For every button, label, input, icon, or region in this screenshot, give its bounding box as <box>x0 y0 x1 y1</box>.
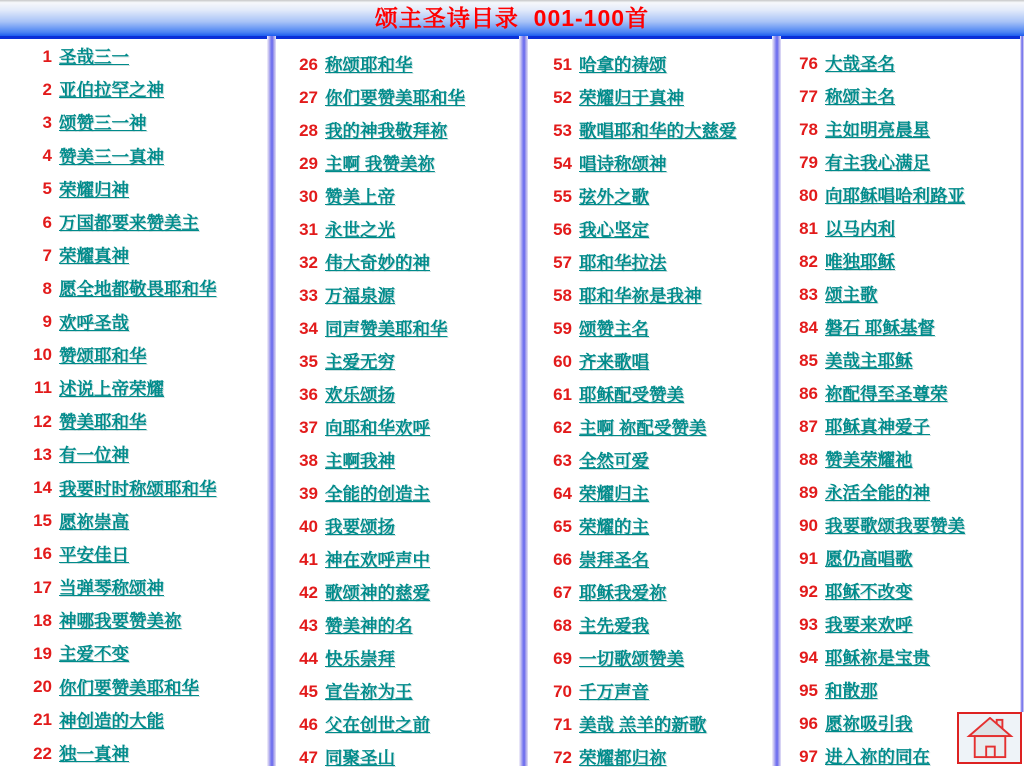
hymn-row <box>792 476 965 509</box>
hymn-number: 95 <box>799 680 818 700</box>
hymn-number: 30 <box>299 186 318 206</box>
hymn-row <box>292 411 465 444</box>
hymn-row <box>292 543 465 576</box>
hymn-link[interactable]: 和散那 <box>825 681 878 701</box>
hymn-row <box>792 674 965 707</box>
hymn-row <box>26 272 217 305</box>
hymn-number: 17 <box>33 577 52 597</box>
hymn-row <box>26 106 217 139</box>
hymn-link[interactable]: 赞美耶和华 <box>59 412 147 433</box>
hymn-link[interactable]: 齐来歌唱 <box>579 352 649 372</box>
hymn-row <box>792 278 965 311</box>
hymn-link[interactable]: 耶和华拉法 <box>579 253 667 273</box>
hymn-row <box>292 114 465 147</box>
hymn-number: 63 <box>553 450 572 470</box>
hymn-number: 34 <box>299 318 318 338</box>
hymn-number: 8 <box>42 278 52 298</box>
hymn-number: 27 <box>299 87 318 107</box>
hymn-number: 16 <box>33 544 52 564</box>
hymn-number: 81 <box>799 218 818 238</box>
hymn-link[interactable]: 赞美三一真神 <box>59 146 164 167</box>
hymn-link[interactable]: 主啊我神 <box>325 451 395 471</box>
hymn-link[interactable]: 亚伯拉罕之神 <box>59 80 164 101</box>
hymn-link[interactable]: 万福泉源 <box>325 286 395 306</box>
hymn-row <box>546 576 737 609</box>
hymn-link[interactable]: 全然可爱 <box>579 451 649 471</box>
hymn-link[interactable]: 同声赞美耶和华 <box>325 319 448 339</box>
hymn-link[interactable]: 欢乐颂扬 <box>325 385 395 405</box>
hymn-number: 55 <box>553 186 572 206</box>
hymn-link[interactable]: 独一真神 <box>59 744 129 765</box>
hymn-link[interactable]: 称颂主名 <box>825 87 895 107</box>
hymn-row <box>546 81 737 114</box>
hymn-number: 83 <box>799 284 818 304</box>
hymn-number: 38 <box>299 450 318 470</box>
hymn-link[interactable]: 永活全能的神 <box>825 483 930 503</box>
hymn-row <box>26 173 217 206</box>
hymn-link[interactable]: 父在创世之前 <box>325 715 430 735</box>
hymn-row <box>26 339 217 372</box>
hymn-link[interactable]: 耶稣祢是宝贵 <box>825 648 930 668</box>
hymn-number: 47 <box>299 747 318 767</box>
hymn-link[interactable]: 万国都要来赞美主 <box>59 213 199 234</box>
hymn-number: 18 <box>33 610 52 630</box>
hymn-number: 97 <box>799 746 818 766</box>
hymn-number: 19 <box>33 643 52 663</box>
hymn-column-2 <box>292 48 465 774</box>
hymn-number: 46 <box>299 714 318 734</box>
hymn-link[interactable]: 耶稣真神爱子 <box>825 417 930 437</box>
hymn-number: 29 <box>299 153 318 173</box>
hymn-number: 11 <box>34 378 52 398</box>
hymn-link[interactable]: 以马内利 <box>825 219 895 239</box>
hymn-link[interactable]: 耶稣不改变 <box>825 582 913 602</box>
hymn-link[interactable]: 歌颂神的慈爱 <box>325 583 430 603</box>
hymn-number: 85 <box>799 350 818 370</box>
hymn-link[interactable]: 有主我心满足 <box>825 153 930 173</box>
hymn-row <box>292 279 465 312</box>
hymn-link[interactable]: 称颂耶和华 <box>325 55 413 75</box>
hymn-number: 93 <box>799 614 818 634</box>
hymn-link[interactable]: 我要时时称颂耶和华 <box>59 478 217 499</box>
hymn-number: 61 <box>553 384 572 404</box>
hymn-row <box>26 671 217 704</box>
hymn-link[interactable]: 愿祢崇高 <box>59 511 129 532</box>
hymn-row <box>292 444 465 477</box>
hymn-number: 56 <box>553 219 572 239</box>
hymn-link[interactable]: 当弹琴称颂神 <box>59 578 164 599</box>
hymn-link[interactable]: 颂赞主名 <box>579 319 649 339</box>
hymn-row <box>546 312 737 345</box>
hymn-link[interactable]: 耶和华祢是我神 <box>579 286 702 306</box>
frame-divider <box>1020 36 1024 712</box>
hymn-row <box>546 708 737 741</box>
hymn-link[interactable]: 进入祢的同在 <box>825 747 930 767</box>
hymn-link[interactable]: 大哉圣名 <box>825 54 895 74</box>
hymn-number: 53 <box>553 120 572 140</box>
hymn-number: 43 <box>299 615 318 635</box>
hymn-number: 2 <box>42 79 52 99</box>
hymn-link[interactable]: 神哪我要赞美祢 <box>59 611 182 632</box>
hymn-number: 36 <box>299 384 318 404</box>
hymn-row <box>26 604 217 637</box>
hymn-link[interactable]: 耶稣我爱祢 <box>579 583 667 603</box>
hymn-link[interactable]: 唯独耶稣 <box>825 252 895 272</box>
hymn-link[interactable]: 主爱不变 <box>59 644 129 665</box>
frame-divider <box>772 36 781 766</box>
hymn-row <box>26 737 217 770</box>
hymn-row <box>792 740 965 773</box>
frame-divider <box>267 36 276 766</box>
hymn-row <box>26 206 217 239</box>
hymn-number: 45 <box>299 681 318 701</box>
hymn-number: 80 <box>799 185 818 205</box>
hymn-link[interactable]: 荣耀归主 <box>579 484 649 504</box>
hymn-link[interactable]: 一切歌颂赞美 <box>579 649 684 669</box>
hymn-row <box>292 576 465 609</box>
hymn-number: 65 <box>553 516 572 536</box>
hymn-link[interactable]: 弦外之歌 <box>579 187 649 207</box>
hymn-link[interactable]: 我要歌颂我要赞美 <box>825 516 965 536</box>
hymn-number: 15 <box>33 511 52 531</box>
hymn-link[interactable]: 同聚圣山 <box>325 748 395 768</box>
hymn-row <box>546 741 737 774</box>
hymn-row <box>292 510 465 543</box>
hymn-link[interactable]: 愿仍高唱歌 <box>825 549 913 569</box>
hymn-row <box>546 213 737 246</box>
hymn-row <box>546 114 737 147</box>
hymn-row <box>292 609 465 642</box>
title-bar <box>0 0 1024 39</box>
hymn-number: 66 <box>553 549 572 569</box>
hymn-row <box>546 444 737 477</box>
hymn-row <box>792 344 965 377</box>
hymn-number: 21 <box>33 710 52 730</box>
hymn-row <box>26 471 217 504</box>
hymn-row <box>292 147 465 180</box>
hymn-number: 72 <box>553 747 572 767</box>
hymn-link[interactable]: 荣耀都归祢 <box>579 748 667 768</box>
hymn-number: 67 <box>553 582 572 602</box>
hymn-number: 3 <box>42 112 52 132</box>
hymn-number: 12 <box>33 411 52 431</box>
hymn-link[interactable]: 主先爱我 <box>579 616 649 636</box>
hymn-row <box>292 213 465 246</box>
hymn-number: 84 <box>799 317 818 337</box>
hymn-link[interactable]: 神创造的大能 <box>59 710 164 731</box>
hymn-row <box>292 48 465 81</box>
hymn-link[interactable]: 耶稣配受赞美 <box>579 385 684 405</box>
hymn-link[interactable]: 赞美神的名 <box>325 616 413 636</box>
hymn-row <box>292 477 465 510</box>
hymn-link[interactable]: 荣耀归神 <box>59 179 129 200</box>
page-title: 颂主圣诗目录 001-100首 <box>374 5 650 31</box>
hymn-number: 62 <box>553 417 572 437</box>
hymn-link[interactable]: 荣耀归于真神 <box>579 88 684 108</box>
hymn-link[interactable]: 你们要赞美耶和华 <box>59 677 199 698</box>
hymn-link[interactable]: 千万声音 <box>579 682 649 702</box>
hymn-number: 7 <box>42 245 52 265</box>
hymn-number: 70 <box>553 681 572 701</box>
hymn-row <box>292 180 465 213</box>
hymn-row <box>546 378 737 411</box>
hymn-number: 64 <box>553 483 572 503</box>
hymn-row <box>292 741 465 774</box>
hymn-link[interactable]: 欢呼圣哉 <box>59 312 129 333</box>
hymn-link[interactable]: 赞颂耶和华 <box>59 345 147 366</box>
hymn-row <box>792 575 965 608</box>
hymn-link[interactable]: 伟大奇妙的神 <box>325 253 430 273</box>
hymn-number: 26 <box>299 54 318 74</box>
hymn-link[interactable]: 你们要赞美耶和华 <box>325 88 465 108</box>
hymn-number: 42 <box>299 582 318 602</box>
hymn-row <box>546 477 737 510</box>
hymn-number: 10 <box>33 345 52 365</box>
hymn-number: 68 <box>553 615 572 635</box>
hymn-row <box>792 146 965 179</box>
hymn-row <box>546 609 737 642</box>
hymn-number: 78 <box>799 119 818 139</box>
hymn-link[interactable]: 我的神我敬拜祢 <box>325 121 448 141</box>
hymn-number: 91 <box>799 548 818 568</box>
hymn-link[interactable]: 哈拿的祷颂 <box>579 55 667 75</box>
hymn-link[interactable]: 永世之光 <box>325 220 395 240</box>
hymn-link[interactable]: 宣告祢为王 <box>325 682 413 702</box>
hymn-number: 44 <box>299 648 318 668</box>
hymn-link[interactable]: 磐石 耶稣基督 <box>825 318 935 338</box>
hymn-row <box>292 312 465 345</box>
hymn-number: 92 <box>799 581 818 601</box>
hymn-link[interactable]: 愿祢吸引我 <box>825 714 913 734</box>
hymn-row <box>292 81 465 114</box>
hymn-column-1 <box>26 40 217 770</box>
hymn-row <box>26 40 217 73</box>
hymn-row <box>292 246 465 279</box>
hymn-number: 9 <box>42 312 52 332</box>
hymn-number: 40 <box>299 516 318 536</box>
hymn-link[interactable]: 赞美上帝 <box>325 187 395 207</box>
hymn-link[interactable]: 美哉 羔羊的新歌 <box>579 715 707 735</box>
hymn-link[interactable]: 圣哉三一 <box>59 47 129 68</box>
hymn-row <box>792 311 965 344</box>
hymn-link[interactable]: 颂主歌 <box>825 285 878 305</box>
hymn-number: 22 <box>33 743 52 763</box>
hymn-row <box>546 246 737 279</box>
hymn-number: 82 <box>799 251 818 271</box>
hymn-link[interactable]: 主如明亮晨星 <box>825 120 930 140</box>
hymn-link[interactable]: 唱诗称颂神 <box>579 154 667 174</box>
hymn-link[interactable]: 主爱无穷 <box>325 352 395 372</box>
hymn-link[interactable]: 我要颂扬 <box>325 517 395 537</box>
hymn-link[interactable]: 荣耀真神 <box>59 246 129 267</box>
hymn-link[interactable]: 颂赞三一神 <box>59 113 147 134</box>
hymn-number: 28 <box>299 120 318 140</box>
hymn-link[interactable]: 有一位神 <box>59 445 129 466</box>
hymn-row <box>792 113 965 146</box>
hymn-number: 5 <box>42 179 52 199</box>
hymn-row <box>546 345 737 378</box>
hymn-row <box>546 48 737 81</box>
hymn-row <box>292 642 465 675</box>
hymn-number: 20 <box>33 677 52 697</box>
hymn-number: 4 <box>42 146 52 166</box>
hymn-row <box>26 538 217 571</box>
hymn-row <box>546 543 737 576</box>
hymn-link[interactable]: 我要来欢呼 <box>825 615 913 635</box>
hymn-row <box>26 405 217 438</box>
hymn-link[interactable]: 神在欢呼声中 <box>325 550 430 570</box>
hymn-number: 51 <box>553 54 572 74</box>
hymn-number: 6 <box>42 212 52 232</box>
hymn-row <box>792 608 965 641</box>
hymn-row <box>792 542 965 575</box>
hymn-row <box>546 510 737 543</box>
hymn-number: 58 <box>553 285 572 305</box>
hymn-row <box>26 372 217 405</box>
hymn-link[interactable]: 愿全地都敬畏耶和华 <box>59 279 217 300</box>
home-icon <box>966 717 1014 759</box>
hymn-number: 41 <box>299 549 318 569</box>
hymn-number: 57 <box>553 252 572 272</box>
hymn-number: 94 <box>799 647 818 667</box>
hymn-number: 69 <box>553 648 572 668</box>
hymn-link[interactable]: 歌唱耶和华的大慈爱 <box>579 121 737 141</box>
hymn-row <box>792 410 965 443</box>
hymn-number: 35 <box>299 351 318 371</box>
hymn-row <box>546 675 737 708</box>
hymn-link[interactable]: 赞美荣耀祂 <box>825 450 913 470</box>
hymn-row <box>792 179 965 212</box>
hymn-row <box>792 707 965 740</box>
hymn-link[interactable]: 全能的创造主 <box>325 484 430 504</box>
hymn-row <box>792 641 965 674</box>
hymn-number: 86 <box>799 383 818 403</box>
hymn-number: 54 <box>553 153 572 173</box>
hymn-row <box>26 306 217 339</box>
hymn-number: 59 <box>553 318 572 338</box>
hymn-number: 79 <box>799 152 818 172</box>
hymn-link[interactable]: 崇拜圣名 <box>579 550 649 570</box>
hymn-row <box>26 140 217 173</box>
hymn-link[interactable]: 我心坚定 <box>579 220 649 240</box>
hymn-number: 32 <box>299 252 318 272</box>
hymn-number: 88 <box>799 449 818 469</box>
hymn-number: 71 <box>553 714 572 734</box>
hymn-number: 96 <box>799 713 818 733</box>
hymn-link[interactable]: 美哉主耶稣 <box>825 351 913 371</box>
hymn-link[interactable]: 述说上帝荣耀 <box>59 378 164 399</box>
hymn-row <box>292 378 465 411</box>
hymn-row <box>546 279 737 312</box>
hymn-row <box>26 704 217 737</box>
hymn-row <box>26 438 217 471</box>
hymn-row <box>792 245 965 278</box>
hymn-number: 76 <box>799 53 818 73</box>
hymn-number: 77 <box>799 86 818 106</box>
hymn-row <box>546 411 737 444</box>
hymn-number: 33 <box>299 285 318 305</box>
hymn-row <box>792 80 965 113</box>
hymn-row <box>792 212 965 245</box>
hymn-row <box>292 345 465 378</box>
hymn-number: 14 <box>33 478 52 498</box>
hymn-column-3 <box>546 48 737 774</box>
hymn-row <box>792 509 965 542</box>
hymn-number: 89 <box>799 482 818 502</box>
hymn-number: 1 <box>42 46 52 66</box>
hymn-row <box>26 637 217 670</box>
hymn-number: 31 <box>299 219 318 239</box>
hymn-row <box>26 505 217 538</box>
hymn-link[interactable]: 向耶稣唱哈利路亚 <box>825 186 965 206</box>
hymn-number: 13 <box>33 444 52 464</box>
hymn-row <box>546 147 737 180</box>
hymn-link[interactable]: 向耶和华欢呼 <box>325 418 430 438</box>
hymn-row <box>792 377 965 410</box>
hymn-row <box>546 642 737 675</box>
hymn-number: 60 <box>553 351 572 371</box>
hymn-link[interactable]: 主啊 我赞美祢 <box>325 154 435 174</box>
hymn-row <box>546 180 737 213</box>
hymn-row <box>26 73 217 106</box>
hymn-row <box>26 239 217 272</box>
home-button[interactable] <box>957 712 1022 764</box>
hymn-column-4 <box>792 47 965 773</box>
hymn-link[interactable]: 祢配得至圣尊荣 <box>825 384 948 404</box>
hymn-number: 87 <box>799 416 818 436</box>
hymn-row <box>292 675 465 708</box>
hymn-number: 37 <box>299 417 318 437</box>
hymn-row <box>292 708 465 741</box>
hymn-row <box>792 443 965 476</box>
hymn-link[interactable]: 平安佳日 <box>59 544 129 565</box>
hymn-link[interactable]: 主啊 祢配受赞美 <box>579 418 707 438</box>
frame-divider <box>519 36 528 766</box>
hymn-number: 90 <box>799 515 818 535</box>
hymn-number: 52 <box>553 87 572 107</box>
hymn-row <box>792 47 965 80</box>
hymn-link[interactable]: 荣耀的主 <box>579 517 649 537</box>
hymn-row <box>26 571 217 604</box>
hymn-number: 39 <box>299 483 318 503</box>
hymn-link[interactable]: 快乐崇拜 <box>325 649 395 669</box>
